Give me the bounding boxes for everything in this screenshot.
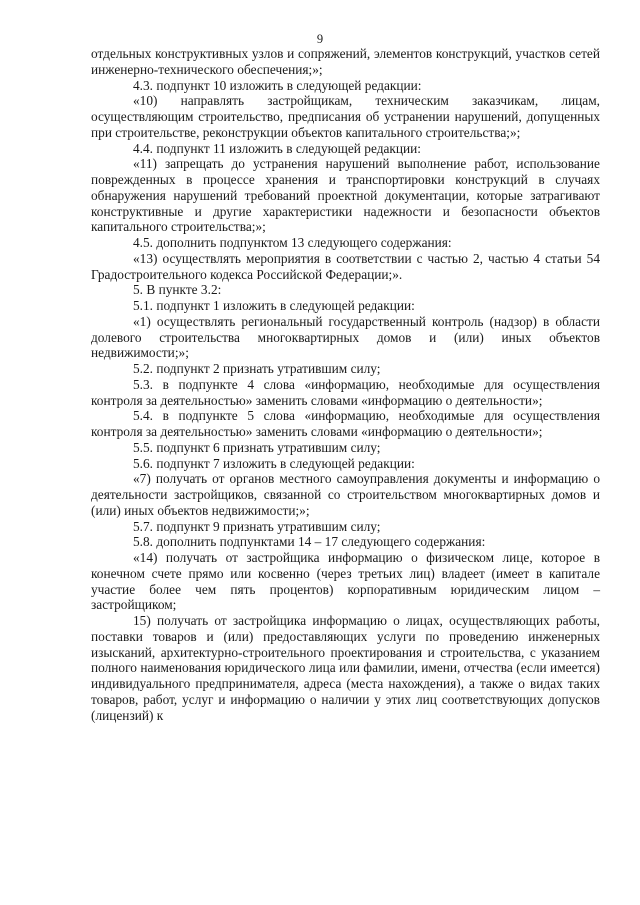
paragraph: отдельных конструктивных узлов и сопряжений, элементов конструкций, участков сетей инженерно-технического обеспечения;»; [91, 46, 600, 77]
paragraph: «1) осуществлять региональный государственный контроль (надзор) в области долевого строительства многоквартирных домов и (или) иных объектов недвижимости;»; [91, 313, 600, 361]
paragraph: 4.3. подпункт 10 изложить в следующей редакции: [133, 77, 422, 93]
paragraph: «10) направлять застройщикам, техническим заказчикам, лицам, осуществляющим строительство, предписания об устранении нарушений, допущенных при строительстве, реконструкции объектов капитального строительства;»; [91, 93, 600, 140]
paragraph: 5. В пункте 3.2: [133, 282, 222, 298]
paragraph: 4.5. дополнить подпунктом 13 следующего содержания: [133, 235, 452, 250]
page-number: 9 [316, 32, 324, 46]
paragraph: 5.6. подпункт 7 изложить в следующей редакции: [133, 455, 415, 471]
paragraph: 5.3. в подпункте 4 слова «информацию, необходимые для осуществления контроля за деятельностью» заменить словами «информацию о деятельности»; [91, 376, 600, 408]
paragraph: 5.1. подпункт 1 изложить в следующей редакции: [133, 298, 415, 313]
paragraph: 5.7. подпункт 9 признать утратившим силу; [133, 518, 381, 534]
paragraph: 5.5. подпункт 6 признать утратившим силу; [133, 439, 381, 455]
paragraph: 15) получать от застройщика информацию о лицах, осуществляющих работы, поставки товаров и (или) предоставляющих услуги по проведению инженерных изысканий, архитектурно-строительного проектирования и строительства, с указанием полного наименования юридического лица или фамилии, имени, отчества (если имеется) индивидуального предпринимателя, адреса (места нахождения), а также о видах таких товаров, работ, услуг и информацию о наличии у этих лиц соответствующих допусков (лицензий) к [91, 613, 600, 723]
paragraph: «14) получать от застройщика информацию о физическом лице, которое в конечном счете прямо или косвенно (через третьих лиц) владеет (имеет в капитале участие более чем пять процентов) корпоративным юридическим лицом – застройщиком; [91, 550, 600, 613]
paragraph: 4.4. подпункт 11 изложить в следующей редакции: [133, 140, 422, 156]
document-body [91, 46, 600, 723]
paragraph: «11) запрещать до устранения нарушений выполнение работ, использование поврежденных в процессе хранения и транспортировки конструкций в случаях обнаружения нарушений требований проектной документации, которые затрагивают конструктивные и другие характеристики надежности и безопасности объектов капитального строительства;»; [91, 156, 600, 235]
paragraph: «13) осуществлять мероприятия в соответствии с частью 2, частью 4 статьи 54 Градостроительного кодекса Российской Федерации;». [91, 250, 600, 282]
paragraph: 5.2. подпункт 2 признать утратившим силу; [133, 361, 381, 376]
paragraph: «7) получать от органов местного самоуправления документы и информацию о деятельности застройщиков, связанной со строительством многоквартирных домов и (или) иных объектов недвижимости;»; [91, 471, 600, 518]
paragraph: 5.8. дополнить подпунктами 14 – 17 следующего содержания: [133, 534, 486, 550]
paragraph: 5.4. в подпункте 5 слова «информацию, необходимые для осуществления контроля за деятельностью» заменить словами «информацию о деятельности»; [91, 408, 600, 439]
